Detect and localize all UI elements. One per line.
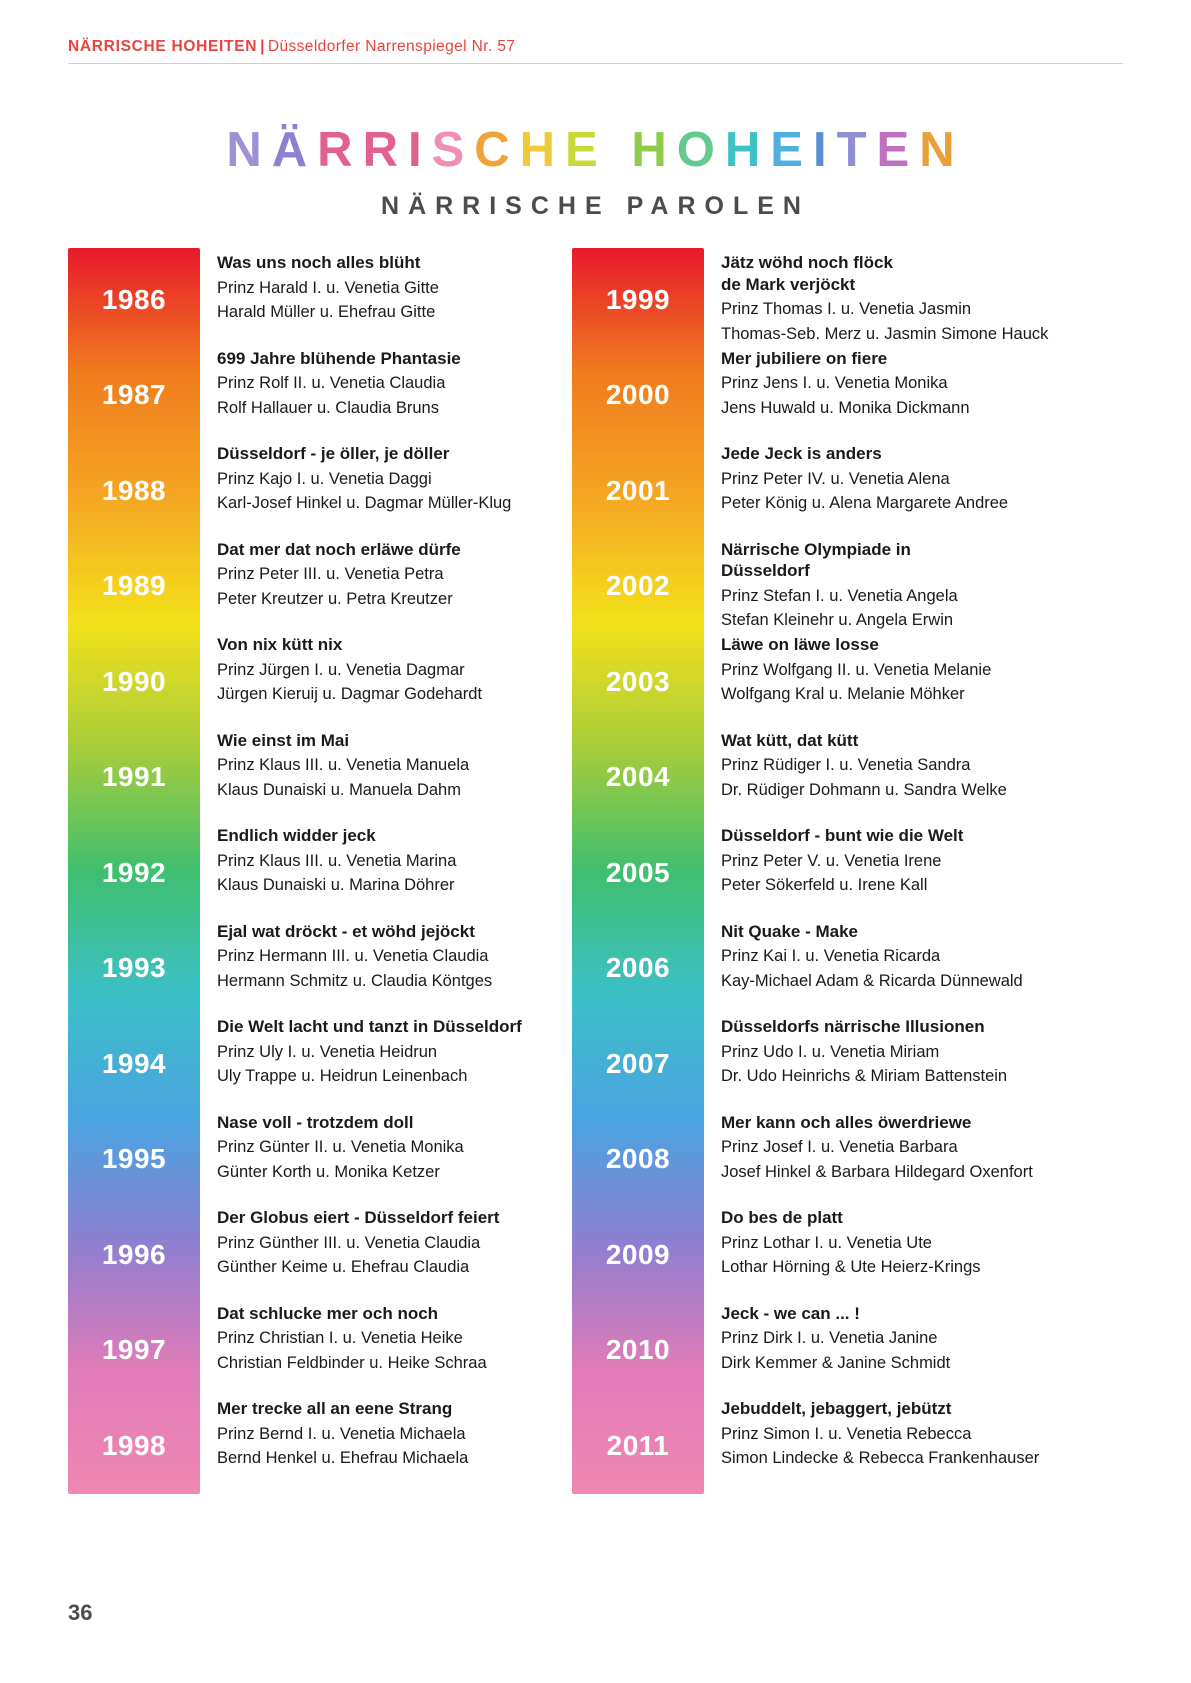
title-letter: E [770, 123, 813, 177]
title-letter: T [836, 123, 877, 177]
entry [200, 443, 558, 516]
royalty-names: Prinz Udo I. u. Venetia Miriam [721, 1042, 940, 1061]
header-title: NÄRRISCHE HOHEITEN [68, 38, 258, 55]
motto: Jede Jeck is anders [721, 444, 882, 463]
entry [200, 634, 558, 707]
year-label: 1995 [101, 1143, 167, 1175]
entry [200, 1207, 558, 1280]
year-row [68, 921, 558, 1017]
motto: 699 Jahre blühende Phantasie [217, 348, 461, 368]
year-row [572, 1112, 1062, 1208]
real-names: Günther Keime u. Ehefrau Claudia [217, 1258, 470, 1277]
year-label: 2000 [605, 379, 671, 411]
year-label: 2005 [605, 856, 671, 888]
entry [704, 443, 1062, 516]
motto: Jätz wöhd noch flöck de Mark verjöckt [721, 253, 893, 294]
header-subtitle: Düsseldorfer Narrenspiegel Nr. 57 [267, 38, 516, 55]
year-label: 2003 [605, 665, 671, 697]
year-row [68, 443, 558, 539]
entry [704, 634, 1062, 707]
royalty-names: Prinz Günter II. u. Venetia Monika [217, 1138, 464, 1157]
royalty-names: Prinz Peter III. u. Venetia Petra [217, 565, 444, 584]
royalty-names: Prinz Simon I. u. Venetia Rebecca [721, 1424, 972, 1443]
year-row-list [572, 248, 1062, 1494]
year-row [68, 730, 558, 826]
entry [200, 921, 558, 994]
year-row-list [68, 248, 558, 1494]
header-line [68, 38, 1123, 56]
year-label: 2004 [605, 761, 671, 793]
year-label: 1997 [101, 1334, 167, 1366]
year-row [572, 348, 1062, 444]
year-label: 1999 [605, 283, 671, 315]
title-letter: C [474, 123, 520, 177]
year-row [68, 348, 558, 444]
real-names: Dr. Udo Heinrichs & Miriam Battenstein [721, 1067, 1008, 1086]
year-row [68, 539, 558, 635]
real-names: Kay-Michael Adam & Ricarda Dünnewald [721, 971, 1023, 990]
entry [704, 1303, 1062, 1376]
year-column-2 [572, 248, 1062, 1494]
year-label: 2002 [605, 570, 671, 602]
royalty-names: Prinz Peter V. u. Venetia Irene [721, 851, 942, 870]
page-number: 36 [68, 1600, 93, 1625]
motto: Närrische Olympiade in Düsseldorf [721, 539, 911, 581]
page-header [68, 38, 1123, 68]
year-row [572, 539, 1062, 635]
royalty-names: Prinz Kai I. u. Venetia Ricarda [721, 947, 941, 966]
year-row [572, 1207, 1062, 1303]
year-label: 2008 [605, 1143, 671, 1175]
year-label: 1993 [101, 952, 167, 984]
motto: Was uns noch alles blüht [217, 253, 421, 272]
title-letter: O [676, 123, 725, 177]
royalty-names: Prinz Kajo I. u. Venetia Daggi [217, 469, 432, 488]
motto: Düsseldorfs närrische Illusionen [721, 1017, 985, 1036]
title-letter: I [407, 123, 432, 177]
motto: Mer jubiliere on fiere [721, 348, 888, 368]
title-letter: S [431, 123, 475, 177]
motto: Do bes de platt [721, 1208, 843, 1227]
royalty-names: Prinz Bernd I. u. Venetia Michaela [217, 1424, 466, 1443]
motto: Von nix kütt nix [217, 635, 343, 654]
motto: Mer kann och alles öwerdriewe [721, 1112, 972, 1132]
motto: Düsseldorf - bunt wie die Welt [721, 826, 964, 845]
royalty-names: Prinz Thomas I. u. Venetia Jasmin [721, 300, 972, 319]
motto: Düsseldorf - je öller, je döller [217, 444, 450, 463]
year-label: 1994 [101, 1047, 167, 1079]
year-label: 1996 [101, 1238, 167, 1270]
motto: Wie einst im Mai [217, 730, 350, 750]
entry [704, 1112, 1062, 1185]
year-row [68, 1398, 558, 1494]
header-separator: | [260, 38, 265, 55]
year-label: 2011 [606, 1429, 670, 1461]
year-label: 2001 [605, 474, 671, 506]
real-names: Jürgen Kieruij u. Dagmar Godehardt [217, 685, 483, 704]
royalty-names: Prinz Hermann III. u. Venetia Claudia [217, 947, 489, 966]
real-names: Rolf Hallauer u. Claudia Bruns [217, 398, 439, 417]
motto: Mer trecke all an eene Strang [217, 1399, 453, 1418]
year-label: 1986 [101, 283, 167, 315]
year-row [68, 248, 558, 348]
royalty-names: Prinz Günther III. u. Venetia Claudia [217, 1233, 481, 1252]
entry [704, 348, 1062, 421]
royalty-names: Prinz Christian I. u. Venetia Heike [217, 1329, 463, 1348]
motto: Der Globus eiert - Düsseldorf feiert [217, 1208, 500, 1227]
year-label: 1987 [101, 379, 167, 411]
royalty-names: Prinz Peter IV. u. Venetia Alena [721, 469, 950, 488]
motto: Jeck - we can ... ! [721, 1303, 860, 1323]
page-title [0, 122, 1191, 178]
real-names: Simon Lindecke & Rebecca Frankenhauser [721, 1449, 1040, 1468]
real-names: Klaus Dunaiski u. Marina Döhrer [217, 876, 455, 895]
royalty-names: Prinz Dirk I. u. Venetia Janine [721, 1329, 938, 1348]
real-names: Stefan Kleinehr u. Angela Erwin [721, 611, 954, 630]
title-letter: H [724, 123, 771, 177]
real-names: Dirk Kemmer & Janine Schmidt [721, 1353, 951, 1372]
title-letter: E [876, 123, 920, 177]
royalty-names: Prinz Stefan I. u. Venetia Angela [721, 586, 958, 605]
page-subtitle: NÄRRISCHE PAROLEN [381, 192, 810, 220]
royalty-names: Prinz Jens I. u. Venetia Monika [721, 374, 948, 393]
real-names: Christian Feldbinder u. Heike Schraa [217, 1353, 487, 1372]
title-letter: H [519, 123, 566, 177]
year-label: 2009 [605, 1238, 671, 1270]
year-label: 1992 [101, 856, 167, 888]
year-row [572, 1398, 1062, 1494]
year-label: 1991 [101, 761, 167, 793]
motto: Endlich widder jeck [217, 826, 376, 845]
royalty-names: Prinz Wolfgang II. u. Venetia Melanie [721, 660, 992, 679]
year-row [68, 1207, 558, 1303]
real-names: Harald Müller u. Ehefrau Gitte [217, 303, 436, 322]
year-row [68, 1303, 558, 1399]
year-row [68, 1112, 558, 1208]
entry [200, 730, 558, 803]
year-row [572, 825, 1062, 921]
year-row [572, 1303, 1062, 1399]
year-row [68, 825, 558, 921]
entry [200, 348, 558, 421]
real-names: Hermann Schmitz u. Claudia Köntges [217, 971, 493, 990]
title-space [608, 122, 632, 178]
year-row [572, 248, 1062, 348]
year-column-1 [68, 248, 558, 1494]
year-label: 1988 [101, 474, 167, 506]
royalty-names: Prinz Klaus III. u. Venetia Marina [217, 851, 457, 870]
entry [200, 825, 558, 898]
entry [704, 921, 1062, 994]
entry [200, 539, 558, 612]
title-letter: H [631, 123, 677, 177]
real-names: Uly Trappe u. Heidrun Leinenbach [217, 1067, 468, 1086]
entry [704, 1207, 1062, 1280]
title-letter: I [812, 123, 837, 177]
real-names: Jens Huwald u. Monika Dickmann [721, 398, 970, 417]
entry [704, 825, 1062, 898]
motto: Ejal wat dröckt - et wöhd jejöckt [217, 921, 475, 941]
title-letter: N [919, 123, 965, 177]
year-row [572, 730, 1062, 826]
entry [200, 1398, 558, 1471]
royalty-names: Prinz Klaus III. u. Venetia Manuela [217, 756, 470, 775]
year-row [572, 634, 1062, 730]
motto: Dat schlucke mer och noch [217, 1303, 439, 1323]
entry [704, 730, 1062, 803]
entry [704, 1398, 1062, 1471]
year-label: 1990 [101, 665, 167, 697]
title-letter: R [317, 123, 363, 177]
year-label: 2007 [605, 1047, 671, 1079]
royalty-names: Prinz Jürgen I. u. Venetia Dagmar [217, 660, 465, 679]
year-row [68, 1016, 558, 1112]
title-letter: N [226, 123, 272, 177]
year-row [572, 1016, 1062, 1112]
real-names: Thomas-Seb. Merz u. Jasmin Simone Hauck [721, 324, 1049, 343]
entry [704, 252, 1062, 347]
royalty-names: Prinz Lothar I. u. Venetia Ute [721, 1233, 932, 1252]
title-letter: R [362, 123, 408, 177]
motto: Nase voll - trotzdem doll [217, 1112, 414, 1132]
real-names: Karl-Josef Hinkel u. Dagmar Müller-Klug [217, 494, 512, 513]
real-names: Wolfgang Kral u. Melanie Möhker [721, 685, 965, 704]
entry [704, 1016, 1062, 1089]
real-names: Günter Korth u. Monika Ketzer [217, 1162, 440, 1181]
year-row [68, 634, 558, 730]
year-row [572, 443, 1062, 539]
royalty-names: Prinz Rüdiger I. u. Venetia Sandra [721, 756, 971, 775]
entry [200, 1303, 558, 1376]
royalty-names: Prinz Harald I. u. Venetia Gitte [217, 278, 439, 297]
title-letter: Ä [271, 123, 318, 177]
year-label: 2006 [605, 952, 671, 984]
motto: Läwe on läwe losse [721, 635, 879, 654]
real-names: Josef Hinkel & Barbara Hildegard Oxenfort [721, 1162, 1033, 1181]
motto: Nit Quake - Make [721, 921, 858, 941]
real-names: Peter König u. Alena Margarete Andree [721, 494, 1009, 513]
entry [200, 1016, 558, 1089]
motto: Dat mer dat noch erläwe dürfe [217, 539, 461, 559]
royalty-names: Prinz Uly I. u. Venetia Heidrun [217, 1042, 438, 1061]
royalty-names: Prinz Rolf II. u. Venetia Claudia [217, 374, 446, 393]
motto: Die Welt lacht und tanzt in Düsseldorf [217, 1017, 522, 1036]
royalty-names: Prinz Josef I. u. Venetia Barbara [721, 1138, 958, 1157]
year-label: 1989 [101, 570, 167, 602]
entry [200, 1112, 558, 1185]
entry [704, 539, 1062, 634]
real-names: Peter Sökerfeld u. Irene Kall [721, 876, 928, 895]
real-names: Klaus Dunaiski u. Manuela Dahm [217, 780, 461, 799]
entry [200, 252, 558, 325]
year-label: 1998 [101, 1429, 167, 1461]
title-letter: E [565, 123, 608, 177]
real-names: Dr. Rüdiger Dohmann u. Sandra Welke [721, 780, 1007, 799]
real-names: Peter Kreutzer u. Petra Kreutzer [217, 589, 453, 608]
real-names: Bernd Henkel u. Ehefrau Michaela [217, 1449, 469, 1468]
motto: Wat kütt, dat kütt [721, 730, 859, 750]
year-row [572, 921, 1062, 1017]
motto: Jebuddelt, jebaggert, jebützt [721, 1399, 952, 1418]
header-divider [68, 63, 1123, 64]
year-label: 2010 [605, 1334, 671, 1366]
real-names: Lothar Hörning & Ute Heierz-Krings [721, 1258, 981, 1277]
